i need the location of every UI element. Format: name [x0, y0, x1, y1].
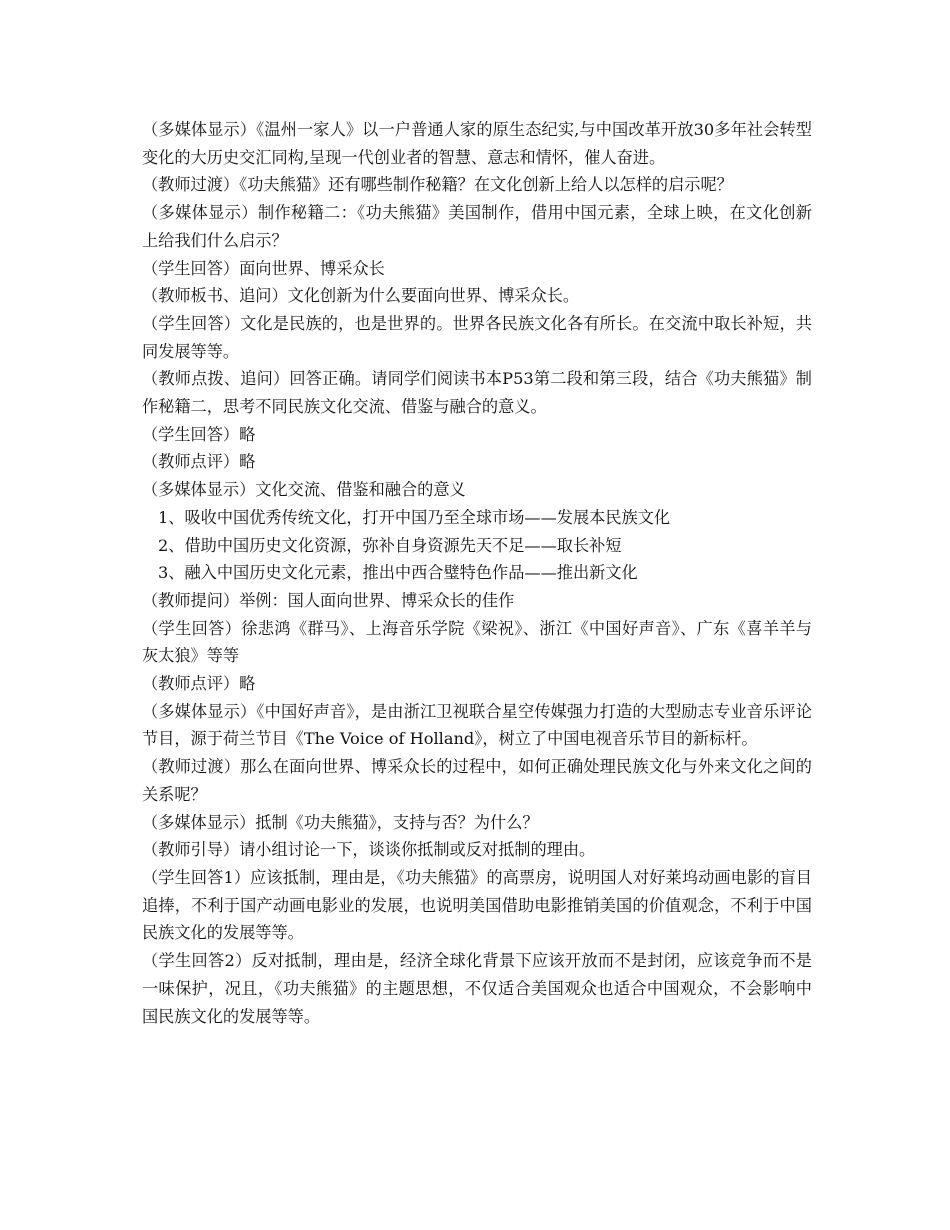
paragraph: （教师提问）举例：国人面向世界、博采众长的佳作	[142, 590, 515, 610]
paragraph: （多媒体显示）文化交流、借鉴和融合的意义	[142, 480, 466, 500]
paragraph: （学生回答）略	[142, 424, 256, 444]
paragraph: （教师板书、追问）文化创新为什么要面向世界、博采众长。	[142, 286, 580, 306]
paragraph: （教师过渡）那么在面向世界、博采众长的过程中，如何正确处理民族文化与外来文化之间的关系呢？	[142, 757, 812, 804]
document-page	[142, 116, 812, 1030]
paragraph: （教师点拨、追问）回答正确。请同学们阅读书本P53第二段和第三段，结合《功夫熊猫》制作秘籍二，思考不同民族文化交流、借鉴与融合的意义。	[142, 369, 812, 417]
list-item: 2、借助中国历史文化资源，弥补自身资源先天不足——取长补短	[158, 535, 622, 555]
paragraph: （学生回答）文化是民族的，也是世界的。世界各民族文化各有所长。在交流中取长补短，共同发展等等。	[142, 313, 812, 361]
paragraph: （学生回答）面向世界、博采众长	[142, 258, 385, 278]
paragraph: （多媒体显示）《中国好声音》，是由浙江卫视联合星空传媒强力打造的大型励志专业音乐评论节目，源于荷兰节目《The Voice of Holland》，树立了中国电视音乐节目的新标杆。	[142, 701, 812, 749]
list-item: 3、融入中国历史文化元素，推出中西合璧特色作品——推出新文化	[158, 563, 638, 583]
paragraph: （教师点评）略	[142, 674, 256, 694]
paragraph: （多媒体显示）《温州一家人》以一户普通人家的原生态纪实,与中国改革开放30多年社会转型变化的大历史交汇同构,呈现一代创业者的智慧、意志和情怀，催人奋进。	[142, 120, 812, 167]
paragraph: （学生回答）徐悲鸿《群马》、上海音乐学院《梁祝》、浙江《中国好声音》、广东《喜羊羊与灰太狼》等等	[142, 618, 812, 666]
paragraph: （教师点评）略	[142, 452, 256, 472]
paragraph: （多媒体显示）制作秘籍二：《功夫熊猫》美国制作，借用中国元素，全球上映，在文化创新上给我们什么启示？	[142, 203, 812, 250]
paragraph: （学生回答2）反对抵制，理由是，经济全球化背景下应该开放而不是封闭，应该竞争而不是一味保护，况且，《功夫熊猫》的主题思想，不仅适合美国观众也适合中国观众，不会影响中国民族文化的发展等等。	[142, 951, 812, 1026]
paragraph: （教师过渡）《功夫熊猫》还有哪些制作秘籍？在文化创新上给人以怎样的启示呢？	[142, 175, 733, 195]
paragraph: （教师引导）请小组讨论一下，谈谈你抵制或反对抵制的理由。	[142, 840, 596, 860]
list-item: 1、吸收中国优秀传统文化，打开中国乃至全球市场——发展本民族文化	[158, 507, 671, 527]
paragraph: （多媒体显示）抵制《功夫熊猫》，支持与否？为什么？	[142, 812, 539, 832]
paragraph: （学生回答1）应该抵制，理由是，《功夫熊猫》的高票房，说明国人对好莱坞动画电影的盲目追捧，不利于国产动画电影业的发展，也说明美国借助电影推销美国的价值观念，不利于中国民族文化的发展等等。	[142, 867, 812, 943]
